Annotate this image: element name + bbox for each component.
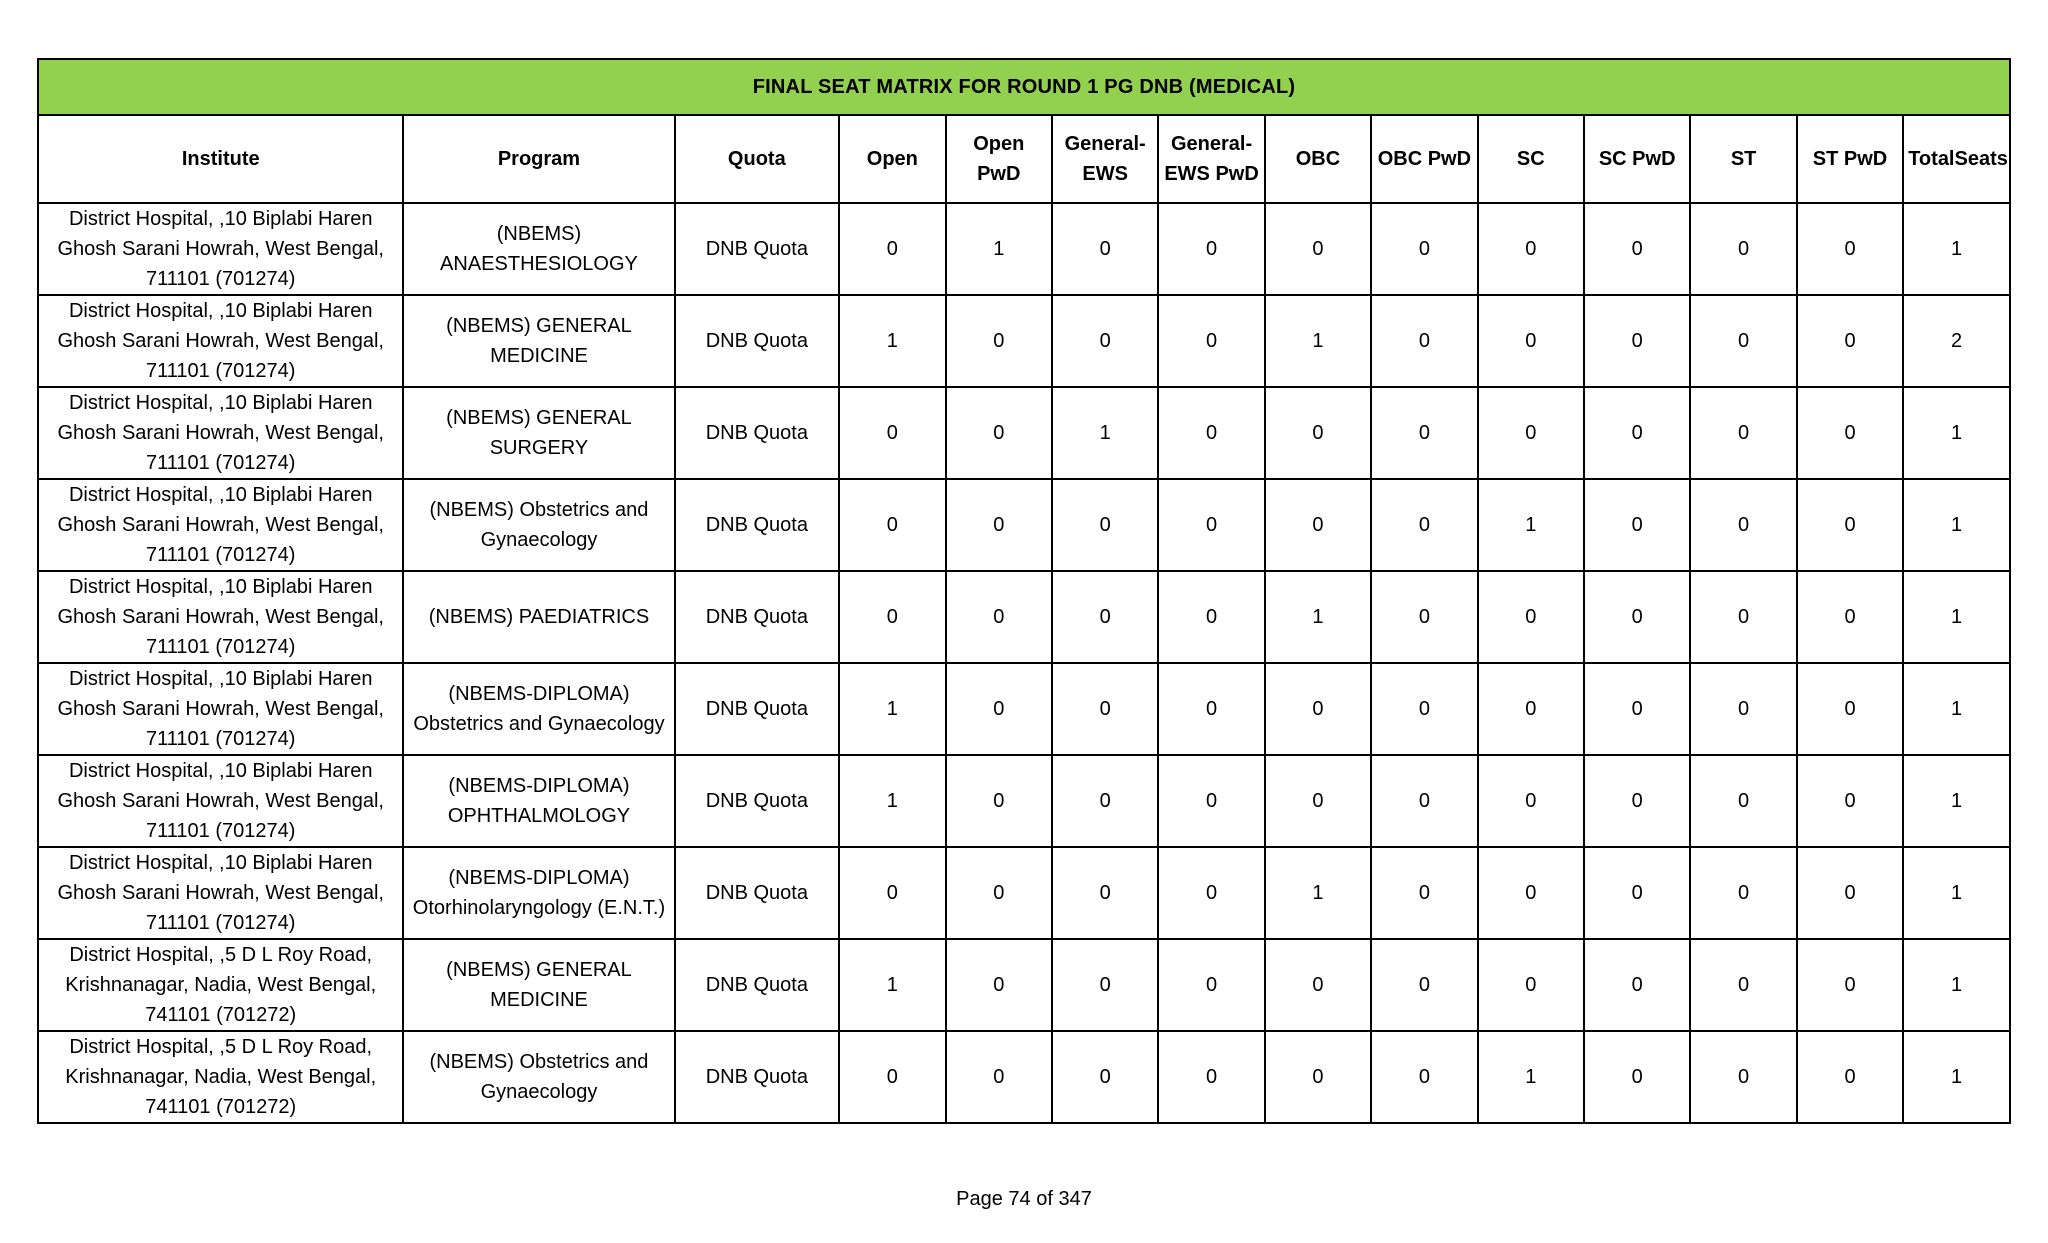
column-header: General-EWS PwD [1158,115,1264,203]
program-cell: (NBEMS) ANAESTHESIOLOGY [403,203,674,295]
seat-count-cell: 0 [839,1031,945,1123]
seat-count-cell: 0 [1371,571,1477,663]
seat-count-cell: 1 [1903,755,2010,847]
seat-count-cell: 0 [1584,387,1690,479]
column-header: ST PwD [1797,115,1903,203]
seat-count-cell: 0 [1478,571,1584,663]
seat-count-cell: 0 [1478,847,1584,939]
quota-cell: DNB Quota [675,571,840,663]
seat-matrix-sheet [37,58,2011,1124]
program-cell: (NBEMS) Obstetrics and Gynaecology [403,479,674,571]
column-header: General-EWS [1052,115,1158,203]
seat-count-cell: 0 [946,295,1052,387]
quota-cell: DNB Quota [675,387,840,479]
seat-count-cell: 0 [1052,1031,1158,1123]
seat-count-cell: 0 [1584,663,1690,755]
program-cell: (NBEMS) Obstetrics and Gynaecology [403,1031,674,1123]
table-row [38,479,2010,571]
table-row [38,847,2010,939]
seat-count-cell: 0 [1158,387,1264,479]
column-header: Quota [675,115,840,203]
seat-count-cell: 1 [1903,203,2010,295]
seat-count-cell: 0 [1158,755,1264,847]
institute-cell: District Hospital, ,10 Biplabi Haren Ghosh Sarani Howrah, West Bengal, 711101 (701274) [38,203,403,295]
seat-count-cell: 0 [1690,939,1796,1031]
seat-count-cell: 0 [1478,295,1584,387]
seat-count-cell: 1 [1903,939,2010,1031]
seat-count-cell: 1 [1903,1031,2010,1123]
seat-count-cell: 0 [1052,571,1158,663]
seat-count-cell: 0 [1478,663,1584,755]
seat-count-cell: 0 [1797,755,1903,847]
seat-count-cell: 0 [1158,203,1264,295]
seat-count-cell: 0 [1797,663,1903,755]
seat-count-cell: 0 [1584,1031,1690,1123]
column-header: SC [1478,115,1584,203]
seat-count-cell: 1 [1903,847,2010,939]
seat-count-cell: 0 [1265,203,1371,295]
seat-count-cell: 1 [839,663,945,755]
seat-count-cell: 0 [839,387,945,479]
seat-count-cell: 1 [1478,479,1584,571]
seat-count-cell: 0 [946,755,1052,847]
seat-count-cell: 0 [946,479,1052,571]
seat-count-cell: 0 [839,203,945,295]
seat-count-cell: 0 [1584,203,1690,295]
seat-count-cell: 0 [1371,939,1477,1031]
seat-count-cell: 1 [1903,479,2010,571]
program-cell: (NBEMS) PAEDIATRICS [403,571,674,663]
seat-count-cell: 1 [1265,571,1371,663]
seat-count-cell: 0 [1371,387,1477,479]
seat-count-cell: 0 [1371,755,1477,847]
program-cell: (NBEMS-DIPLOMA) OPHTHALMOLOGY [403,755,674,847]
seat-count-cell: 1 [1265,295,1371,387]
seat-count-cell: 0 [1797,847,1903,939]
column-header: TotalSeats [1903,115,2010,203]
seat-count-cell: 0 [1797,387,1903,479]
seat-count-cell: 1 [1903,663,2010,755]
column-header: Program [403,115,674,203]
column-header: Institute [38,115,403,203]
seat-count-cell: 0 [1797,1031,1903,1123]
quota-cell: DNB Quota [675,479,840,571]
table-row [38,1031,2010,1123]
seat-count-cell: 0 [839,479,945,571]
program-cell: (NBEMS) GENERAL MEDICINE [403,939,674,1031]
seat-count-cell: 0 [1797,939,1903,1031]
seat-count-cell: 0 [1371,479,1477,571]
seat-count-cell: 0 [839,847,945,939]
seat-count-cell: 2 [1903,295,2010,387]
table-row [38,203,2010,295]
seat-count-cell: 0 [946,663,1052,755]
seat-count-cell: 0 [1371,663,1477,755]
seat-count-cell: 0 [1584,295,1690,387]
seat-count-cell: 0 [946,939,1052,1031]
program-cell: (NBEMS) GENERAL SURGERY [403,387,674,479]
seat-count-cell: 0 [1158,571,1264,663]
seat-count-cell: 0 [1371,1031,1477,1123]
table-row [38,663,2010,755]
seat-count-cell: 0 [1478,203,1584,295]
seat-count-cell: 0 [1690,1031,1796,1123]
table-row [38,387,2010,479]
seat-count-cell: 0 [1478,939,1584,1031]
seat-count-cell: 0 [1690,571,1796,663]
table-row [38,939,2010,1031]
seat-count-cell: 0 [1584,571,1690,663]
seat-count-cell: 0 [1052,755,1158,847]
seat-count-cell: 1 [1052,387,1158,479]
institute-cell: District Hospital, ,10 Biplabi Haren Ghosh Sarani Howrah, West Bengal, 711101 (701274) [38,479,403,571]
institute-cell: District Hospital, ,10 Biplabi Haren Ghosh Sarani Howrah, West Bengal, 711101 (701274) [38,663,403,755]
seat-count-cell: 0 [1690,847,1796,939]
program-cell: (NBEMS-DIPLOMA) Obstetrics and Gynaecology [403,663,674,755]
institute-cell: District Hospital, ,5 D L Roy Road, Krishnanagar, Nadia, West Bengal, 741101 (701272) [38,1031,403,1123]
seat-count-cell: 0 [1371,847,1477,939]
seat-count-cell: 0 [1371,295,1477,387]
seat-count-cell: 1 [1903,387,2010,479]
seat-count-cell: 0 [1052,479,1158,571]
seat-count-cell: 0 [946,571,1052,663]
seat-count-cell: 0 [1797,203,1903,295]
seat-count-cell: 0 [1265,663,1371,755]
table-row [38,295,2010,387]
quota-cell: DNB Quota [675,755,840,847]
seat-count-cell: 0 [1052,663,1158,755]
quota-cell: DNB Quota [675,939,840,1031]
quota-cell: DNB Quota [675,663,840,755]
seat-count-cell: 1 [839,295,945,387]
program-cell: (NBEMS) GENERAL MEDICINE [403,295,674,387]
seat-count-cell: 0 [1690,203,1796,295]
seat-count-cell: 0 [1584,939,1690,1031]
seat-count-cell: 0 [1052,847,1158,939]
column-header-row [38,115,2010,203]
seat-count-cell: 0 [1797,571,1903,663]
seat-count-cell: 0 [1265,387,1371,479]
seat-count-cell: 0 [1158,939,1264,1031]
seat-count-cell: 1 [839,939,945,1031]
seat-count-cell: 0 [1052,295,1158,387]
seat-count-cell: 0 [1265,939,1371,1031]
table-body [38,203,2010,1123]
seat-count-cell: 0 [1690,755,1796,847]
seat-count-cell: 0 [1265,479,1371,571]
seat-count-cell: 0 [1158,847,1264,939]
seat-count-cell: 0 [1584,479,1690,571]
column-header: SC PwD [1584,115,1690,203]
seat-count-cell: 0 [1265,1031,1371,1123]
seat-count-cell: 0 [1158,663,1264,755]
seat-count-cell: 1 [1903,571,2010,663]
seat-count-cell: 0 [839,571,945,663]
seat-count-cell: 0 [1052,939,1158,1031]
column-header: OBC [1265,115,1371,203]
table-title-text: FINAL SEAT MATRIX FOR ROUND 1 PG DNB (MEDICAL) [752,76,1296,98]
seat-count-cell: 0 [1052,203,1158,295]
seat-count-cell: 0 [1690,387,1796,479]
table-row [38,571,2010,663]
table-title [38,59,2010,115]
seat-count-cell: 0 [1584,755,1690,847]
seat-count-cell: 1 [946,203,1052,295]
quota-cell: DNB Quota [675,1031,840,1123]
seat-count-cell: 0 [1265,755,1371,847]
column-header: ST [1690,115,1796,203]
seat-count-cell: 0 [946,1031,1052,1123]
seat-count-cell: 1 [839,755,945,847]
column-header: Open PwD [946,115,1052,203]
seat-count-cell: 0 [1158,1031,1264,1123]
seat-count-cell: 0 [1690,479,1796,571]
quota-cell: DNB Quota [675,847,840,939]
seat-count-cell: 0 [946,387,1052,479]
program-cell: (NBEMS-DIPLOMA) Otorhinolaryngology (E.N.T.) [403,847,674,939]
institute-cell: District Hospital, ,10 Biplabi Haren Ghosh Sarani Howrah, West Bengal, 711101 (701274) [38,847,403,939]
seat-count-cell: 0 [1158,295,1264,387]
seat-count-cell: 1 [1478,1031,1584,1123]
seat-count-cell: 0 [1478,387,1584,479]
seat-count-cell: 0 [1584,847,1690,939]
seat-count-cell: 0 [1158,479,1264,571]
seat-count-cell: 0 [1797,479,1903,571]
seat-count-cell: 0 [1797,295,1903,387]
column-header: OBC PwD [1371,115,1477,203]
seat-count-cell: 0 [1478,755,1584,847]
institute-cell: District Hospital, ,10 Biplabi Haren Ghosh Sarani Howrah, West Bengal, 711101 (701274) [38,295,403,387]
seat-count-cell: 1 [1265,847,1371,939]
institute-cell: District Hospital, ,10 Biplabi Haren Ghosh Sarani Howrah, West Bengal, 711101 (701274) [38,571,403,663]
quota-cell: DNB Quota [675,295,840,387]
column-header: Open [839,115,945,203]
seat-matrix-table [37,58,2011,1124]
seat-count-cell: 0 [1371,203,1477,295]
seat-count-cell: 0 [1690,295,1796,387]
institute-cell: District Hospital, ,10 Biplabi Haren Ghosh Sarani Howrah, West Bengal, 711101 (701274) [38,387,403,479]
quota-cell: DNB Quota [675,203,840,295]
institute-cell: District Hospital, ,10 Biplabi Haren Ghosh Sarani Howrah, West Bengal, 711101 (701274) [38,755,403,847]
table-row [38,755,2010,847]
seat-count-cell: 0 [1690,663,1796,755]
institute-cell: District Hospital, ,5 D L Roy Road, Krishnanagar, Nadia, West Bengal, 741101 (701272) [38,939,403,1031]
page-number: Page 74 of 347 [956,1188,1092,1210]
seat-count-cell: 0 [946,847,1052,939]
